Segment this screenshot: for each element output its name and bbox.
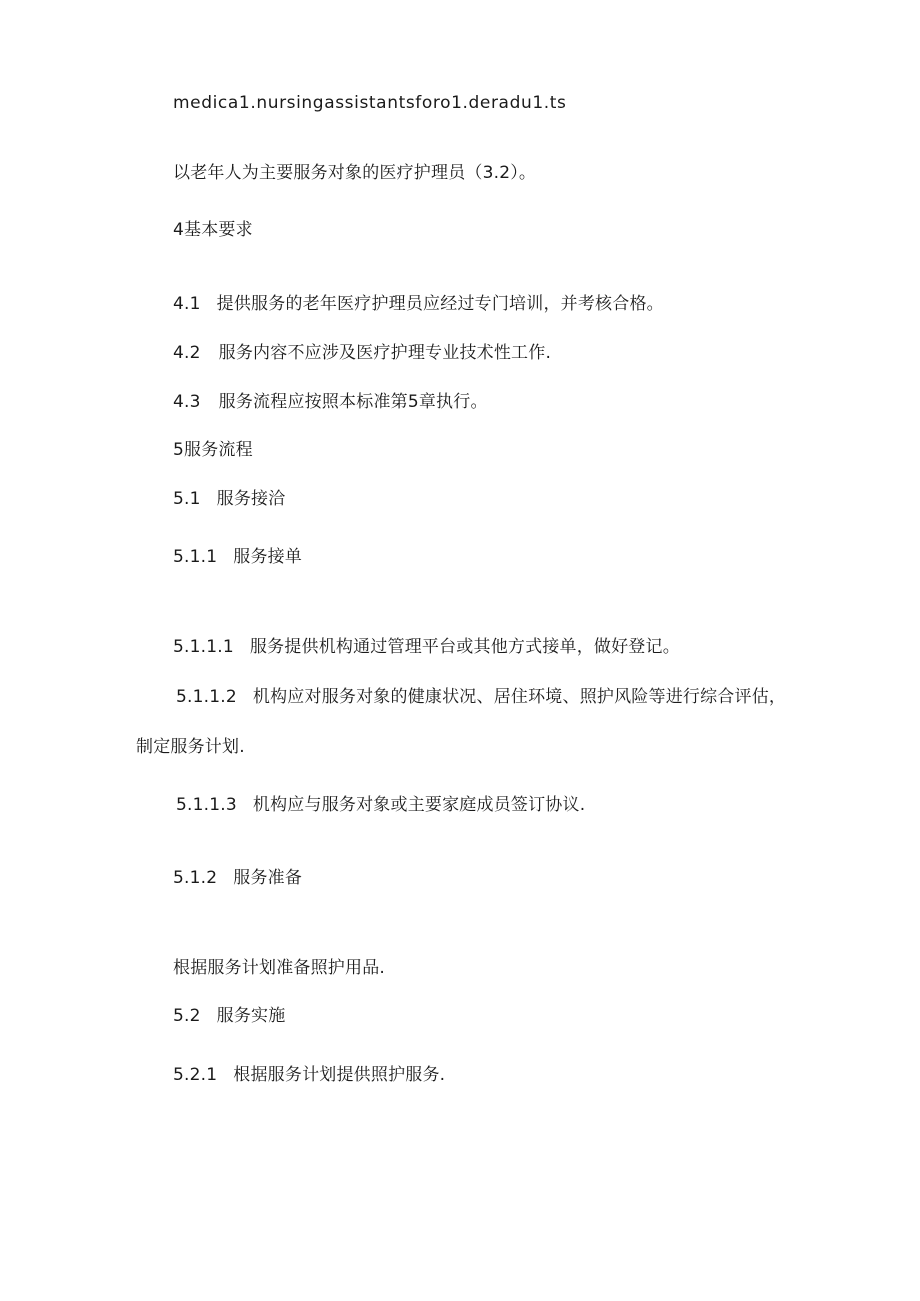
clause-5-2 [173,1005,285,1027]
clause-text: 提供服务的老年医疗护理员应经过专门培训，并考核合格。 [216,294,664,314]
clause-text: 服务准备 [233,868,303,888]
section-4-heading: 4基本要求 [173,220,253,240]
clause-number: 5.1.1 [173,547,218,567]
clause-5-1 [173,488,285,510]
clause-5-1-2-body: 根据服务计划准备照护用品. [173,958,386,978]
clause-number: 4.3 [173,392,201,412]
clause-number: 5.2 [173,1006,201,1026]
clause-5-1-2 [173,867,302,889]
clause-text: 根据服务计划提供照护服务. [233,1065,446,1085]
clause-4-1 [173,293,664,315]
clause-text: 机构应与服务对象或主要家庭成员签订协议. [252,795,586,815]
clause-5-2-1 [173,1064,445,1086]
clause-text: 服务流程应按照本标准第5章执行。 [218,392,488,412]
clause-4-2 [173,342,551,364]
term-english: medica1.nursingassistantsforo1.deradu1.ts [173,93,567,113]
clause-number: 4.1 [173,294,201,314]
clause-text: 服务内容不应涉及医疗护理专业技术性工作. [218,343,552,363]
clause-number: 5.1.1.1 [173,637,234,657]
clause-5-1-1 [173,546,302,568]
clause-text: 服务接洽 [216,489,286,509]
clause-number: 5.1.2 [173,868,218,888]
clause-text: 服务接单 [233,547,303,567]
clause-text: 机构应对服务对象的健康状况、居住环境、照护风险等进行综合评估， [252,687,787,707]
clause-4-3 [173,391,488,413]
clause-text: 服务提供机构通过管理平台或其他方式接单，做好登记。 [249,637,680,657]
clause-number: 5.1 [173,489,201,509]
clause-text: 服务实施 [216,1006,286,1026]
clause-5-1-1-2 [176,686,786,708]
term-definition: 以老年人为主要服务对象的医疗护理员（3.2）。 [173,163,537,183]
clause-number: 4.2 [173,343,201,363]
clause-5-1-1-2-continuation: 制定服务计划. [136,737,245,757]
section-5-heading: 5服务流程 [173,440,253,460]
clause-5-1-1-3 [176,794,585,816]
clause-number: 5.2.1 [173,1065,218,1085]
clause-5-1-1-1 [173,636,680,658]
clause-number: 5.1.1.2 [176,687,237,707]
clause-number: 5.1.1.3 [176,795,237,815]
